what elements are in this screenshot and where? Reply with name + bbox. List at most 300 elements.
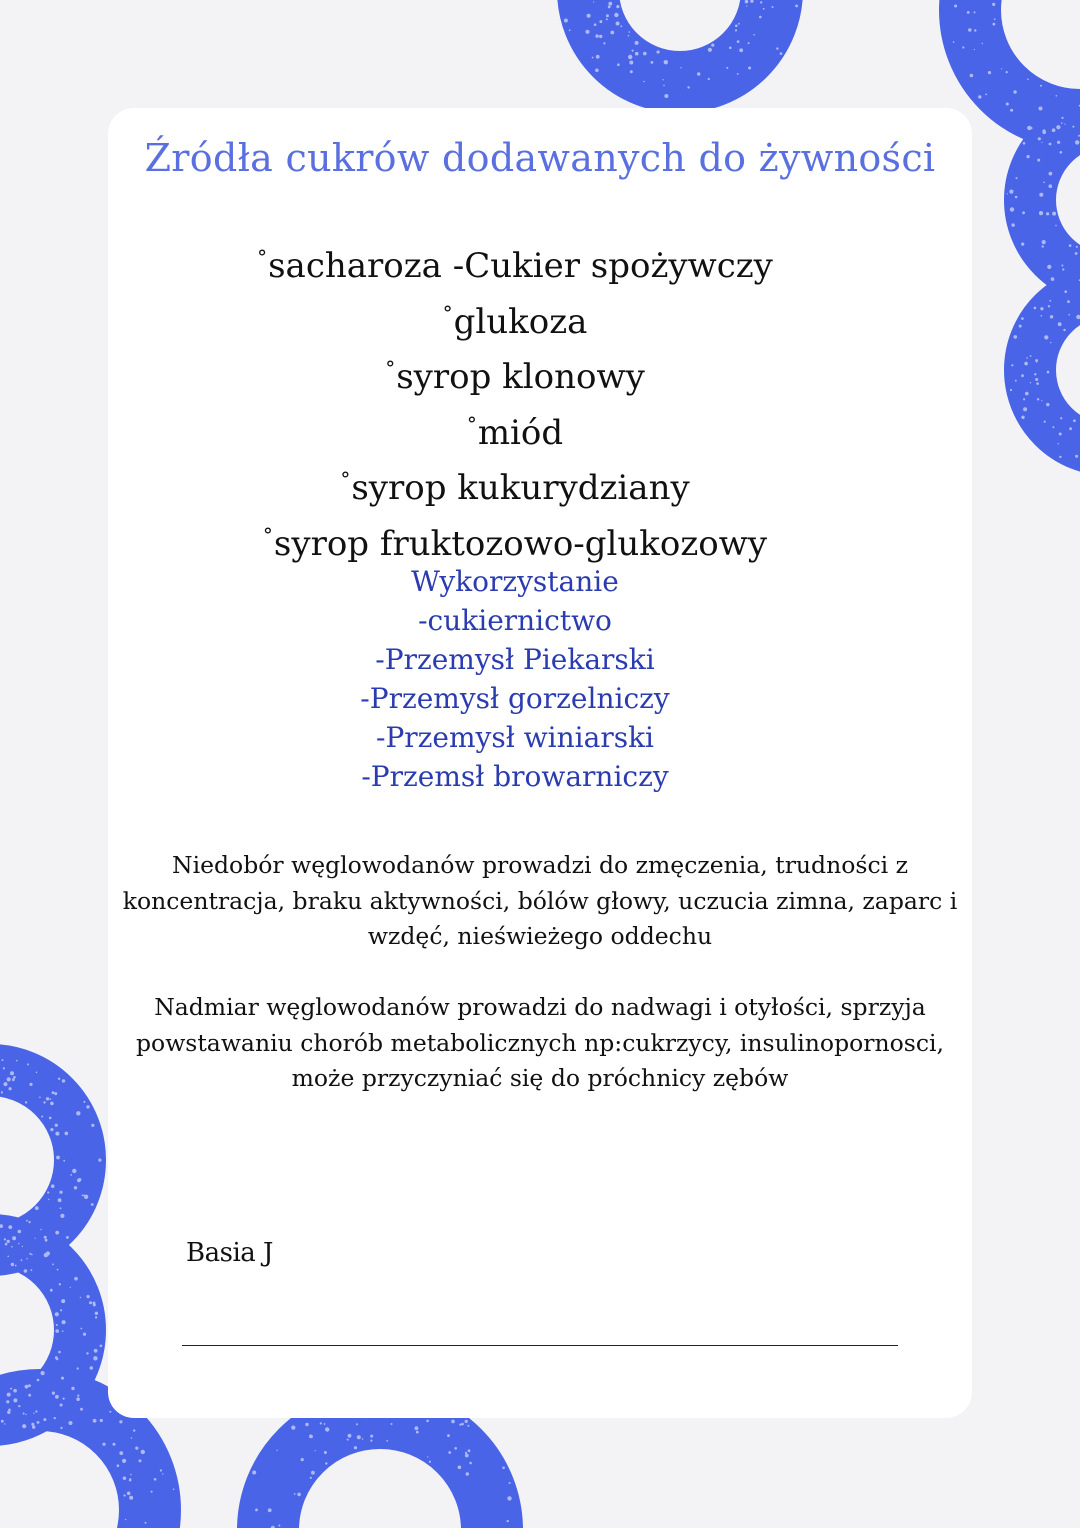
speckle-dot bbox=[10, 1071, 14, 1075]
speckle-dot bbox=[324, 1423, 326, 1425]
speckle-dot bbox=[465, 1454, 469, 1458]
speckle-dot bbox=[593, 1, 594, 2]
speckle-dot bbox=[37, 1379, 40, 1382]
speckle-dot bbox=[76, 1397, 80, 1401]
speckle-dot bbox=[122, 1459, 126, 1463]
speckle-dot bbox=[988, 71, 991, 74]
speckle-dot bbox=[22, 1424, 26, 1428]
speckle-dot bbox=[62, 1330, 64, 1332]
speckle-dot bbox=[985, 94, 987, 96]
speckle-dot bbox=[776, 47, 778, 49]
usage-list bbox=[0, 601, 1030, 796]
speckle-dot bbox=[276, 1450, 277, 1451]
speckle-dot bbox=[71, 1387, 74, 1390]
speckle-dot bbox=[35, 1206, 39, 1210]
speckle-dot bbox=[1061, 265, 1063, 267]
speckle-dot bbox=[735, 29, 737, 31]
source-label: glukoza bbox=[453, 301, 588, 342]
speckle-dot bbox=[6, 1400, 9, 1403]
speckle-dot bbox=[50, 1289, 53, 1292]
speckle-dot bbox=[426, 1420, 429, 1423]
speckle-dot bbox=[1056, 95, 1058, 97]
usage-item: -Przemysł Piekarski bbox=[375, 643, 655, 676]
speckle-dot bbox=[587, 14, 591, 18]
speckle-dot bbox=[737, 73, 739, 75]
signature: Basia J bbox=[186, 1238, 273, 1268]
speckle-dot bbox=[4, 1082, 8, 1086]
speckle-dot bbox=[54, 1092, 57, 1095]
speckle-dot bbox=[970, 74, 974, 78]
speckle-dot bbox=[1039, 193, 1043, 197]
speckle-dot bbox=[11, 1246, 13, 1248]
speckle-dot bbox=[616, 22, 620, 26]
speckle-dot bbox=[657, 50, 660, 53]
speckle-dot bbox=[1069, 244, 1072, 247]
speckle-dot bbox=[84, 1195, 88, 1199]
speckle-dot bbox=[564, 19, 568, 23]
speckle-dot bbox=[1009, 190, 1013, 194]
speckle-dot bbox=[135, 1447, 138, 1450]
speckle-dot bbox=[763, 8, 765, 10]
speckle-dot bbox=[3, 1067, 5, 1069]
ring-right-2 bbox=[1030, 290, 1080, 450]
speckle-dot bbox=[507, 1496, 511, 1500]
speckle-dot bbox=[1058, 322, 1062, 326]
speckle-dot bbox=[978, 95, 981, 98]
speckle-dot bbox=[739, 48, 743, 52]
signature-line bbox=[182, 1345, 898, 1346]
speckle-dot bbox=[7, 1411, 10, 1414]
speckle-dot bbox=[252, 1471, 256, 1475]
speckle-dot bbox=[41, 1371, 45, 1375]
speckle-dot bbox=[12, 1078, 15, 1081]
speckle-dot bbox=[56, 1324, 58, 1326]
speckle-dot bbox=[662, 79, 663, 80]
speckle-dot bbox=[63, 1398, 65, 1400]
ring-bottom-center bbox=[268, 1418, 492, 1528]
speckle-dot bbox=[468, 1449, 471, 1452]
speckle-dot bbox=[43, 1101, 45, 1103]
speckle-dot bbox=[664, 60, 668, 64]
speckle-dot bbox=[595, 34, 598, 37]
speckle-dot bbox=[1030, 382, 1031, 383]
speckle-dot bbox=[760, 1, 762, 3]
speckle-dot bbox=[599, 35, 602, 38]
speckle-dot bbox=[502, 1467, 505, 1470]
speckle-dot bbox=[162, 1473, 163, 1474]
speckle-dot bbox=[347, 1439, 349, 1441]
speckle-dot bbox=[354, 1446, 357, 1449]
speckle-dot bbox=[663, 85, 665, 87]
speckle-dot bbox=[1036, 382, 1039, 385]
source-label: miód bbox=[477, 412, 564, 453]
speckle-dot bbox=[301, 1458, 304, 1461]
speckle-dot bbox=[48, 1199, 49, 1200]
speckle-dot bbox=[461, 1423, 464, 1426]
speckle-dot bbox=[77, 1367, 79, 1369]
bullet-mark: ° bbox=[262, 522, 273, 547]
speckle-dot bbox=[708, 78, 710, 80]
source-label: syrop klonowy bbox=[396, 357, 645, 397]
speckle-dot bbox=[357, 1435, 361, 1439]
speckle-dot bbox=[1051, 277, 1055, 281]
speckle-dot bbox=[982, 43, 983, 44]
speckle-dot bbox=[18, 1243, 19, 1244]
speckle-dot bbox=[651, 61, 654, 64]
speckle-dot bbox=[1034, 373, 1036, 375]
speckle-dot bbox=[91, 1203, 94, 1206]
speckle-dot bbox=[311, 1436, 313, 1438]
speckle-dot bbox=[599, 20, 602, 23]
speckle-dot bbox=[62, 1079, 65, 1082]
speckle-dot bbox=[24, 1269, 28, 1273]
speckle-dot bbox=[100, 1419, 103, 1422]
speckle-dot bbox=[993, 23, 996, 26]
speckle-dot bbox=[1067, 300, 1070, 303]
speckle-dot bbox=[15, 1265, 17, 1267]
speckle-dot bbox=[795, 5, 798, 8]
speckle-dot bbox=[729, 47, 732, 50]
speckle-dot bbox=[1058, 443, 1059, 444]
speckle-dot bbox=[52, 1091, 55, 1094]
speckle-dot bbox=[151, 1491, 153, 1493]
speckle-dot bbox=[1049, 300, 1051, 302]
bullet-mark: ° bbox=[257, 245, 268, 269]
speckle-dot bbox=[1015, 196, 1018, 199]
speckle-dot bbox=[1001, 68, 1002, 69]
speckle-dot bbox=[1076, 246, 1078, 248]
speckle-dot bbox=[154, 1478, 157, 1481]
speckle-dot bbox=[509, 1482, 511, 1484]
bullet-mark: ° bbox=[466, 411, 477, 436]
speckle-dot bbox=[98, 1159, 101, 1162]
speckle-dot bbox=[1055, 225, 1057, 227]
source-label: syrop kukurydziany bbox=[351, 468, 690, 508]
speckle-dot bbox=[1041, 315, 1043, 317]
speckle-dot bbox=[40, 1229, 41, 1230]
speckle-dot bbox=[603, 42, 605, 44]
speckle-dot bbox=[974, 11, 976, 13]
speckle-dot bbox=[25, 1414, 26, 1415]
speckle-dot bbox=[620, 25, 622, 27]
speckle-dot bbox=[50, 1098, 52, 1100]
speckle-dot bbox=[630, 70, 633, 73]
speckle-dot bbox=[109, 1411, 111, 1413]
speckle-dot bbox=[1027, 79, 1029, 81]
speckle-dot bbox=[1040, 307, 1043, 310]
ring-top-right bbox=[970, 0, 1080, 120]
speckle-dot bbox=[1046, 403, 1049, 406]
speckle-dot bbox=[1075, 252, 1078, 255]
speckle-dot bbox=[628, 55, 632, 59]
speckle-dot bbox=[386, 1440, 388, 1442]
speckle-dot bbox=[1013, 90, 1016, 93]
speckle-dot bbox=[680, 67, 681, 68]
speckle-dot bbox=[60, 1309, 62, 1311]
speckle-dot bbox=[994, 18, 996, 20]
speckle-dot bbox=[125, 1519, 126, 1520]
speckle-dot bbox=[4, 1238, 6, 1240]
speckle-dot bbox=[608, 2, 612, 6]
speckle-dot bbox=[28, 1394, 31, 1397]
speckle-dot bbox=[391, 1423, 393, 1425]
speckle-dot bbox=[687, 86, 689, 88]
speckle-dot bbox=[1006, 71, 1008, 73]
speckle-dot bbox=[80, 1408, 83, 1411]
speckle-dot bbox=[5, 1243, 8, 1246]
speckle-dot bbox=[370, 1440, 372, 1442]
speckle-dot bbox=[737, 40, 740, 43]
speckle-dot bbox=[141, 1450, 145, 1454]
speckle-dot bbox=[427, 1456, 428, 1457]
speckle-dot bbox=[124, 1494, 126, 1496]
usage-section bbox=[0, 562, 1030, 796]
speckle-dot bbox=[82, 1195, 84, 1197]
speckle-dot bbox=[55, 1395, 59, 1399]
speckle-dot bbox=[95, 1316, 97, 1318]
speckle-dot bbox=[1042, 240, 1046, 244]
speckle-dot bbox=[325, 1462, 327, 1464]
speckle-dot bbox=[25, 1101, 27, 1103]
speckle-dot bbox=[139, 1459, 142, 1462]
speckle-dot bbox=[348, 1434, 352, 1438]
speckle-dot bbox=[29, 1083, 32, 1086]
speckle-dot bbox=[8, 1409, 11, 1412]
speckle-dot bbox=[1, 1091, 3, 1093]
speckle-dot bbox=[61, 1377, 64, 1380]
speckle-dot bbox=[131, 1437, 133, 1439]
speckle-dot bbox=[50, 1102, 54, 1106]
speckle-dot bbox=[100, 1345, 103, 1348]
bullet-mark: ° bbox=[340, 467, 351, 491]
speckle-dot bbox=[54, 1417, 56, 1419]
speckle-dot bbox=[458, 1466, 462, 1470]
speckle-dot bbox=[711, 44, 714, 47]
speckle-dot bbox=[26, 1220, 28, 1222]
speckle-dot bbox=[133, 1429, 135, 1431]
speckle-dot bbox=[429, 1461, 431, 1463]
speckle-dot bbox=[37, 1421, 40, 1424]
excess-paragraph: Nadmiar węglowodanów prowadzi do nadwagi i otyłości, sprzyja powstawaniu chorób metabolicznych np:cukrzycy, insulinopornosci, może przyczyniać się do próchnicy zębów bbox=[136, 993, 944, 1092]
speckle-dot bbox=[1062, 268, 1064, 270]
speckle-dot bbox=[1061, 117, 1063, 119]
speckle-dot bbox=[55, 1132, 59, 1136]
speckle-dot bbox=[60, 1427, 62, 1429]
speckle-dot bbox=[735, 25, 738, 28]
speckle-dot bbox=[10, 1388, 12, 1390]
ring-top-center bbox=[588, 0, 772, 82]
speckle-dot bbox=[454, 1447, 457, 1450]
speckle-dot bbox=[1027, 126, 1031, 130]
speckle-dot bbox=[467, 1425, 469, 1427]
speckle-dot bbox=[635, 52, 639, 56]
speckle-dot bbox=[66, 1236, 69, 1239]
speckle-dot bbox=[8, 1225, 12, 1229]
speckle-dot bbox=[28, 1384, 31, 1387]
speckle-dot bbox=[16, 1060, 18, 1062]
speckle-dot bbox=[320, 1422, 322, 1424]
speckle-dot bbox=[119, 1451, 123, 1455]
speckle-dot bbox=[87, 1295, 90, 1298]
speckle-dot bbox=[1042, 129, 1045, 132]
speckle-dot bbox=[57, 1269, 59, 1271]
speckle-dot bbox=[60, 1404, 63, 1407]
speckle-dot bbox=[325, 1427, 329, 1431]
speckle-dot bbox=[416, 1431, 419, 1434]
source-item bbox=[0, 512, 1030, 568]
speckle-dot bbox=[60, 1214, 64, 1218]
speckle-dot bbox=[616, 5, 619, 8]
speckle-dot bbox=[59, 1191, 62, 1194]
speckle-dot bbox=[93, 1356, 97, 1360]
speckle-dot bbox=[451, 1420, 455, 1424]
speckle-dot bbox=[7, 1256, 9, 1258]
speckle-dot bbox=[55, 1124, 58, 1127]
speckle-dot bbox=[415, 1426, 419, 1430]
speckle-dot bbox=[39, 1097, 41, 1099]
speckle-dot bbox=[592, 57, 594, 59]
speckle-dot bbox=[58, 1351, 61, 1354]
speckle-dot bbox=[77, 1395, 79, 1397]
speckle-dot bbox=[759, 16, 762, 19]
speckle-dot bbox=[1041, 400, 1042, 401]
speckle-dot bbox=[954, 5, 957, 8]
speckle-dot bbox=[315, 1450, 316, 1451]
speckle-dot bbox=[1042, 245, 1044, 247]
speckle-dot bbox=[1073, 419, 1076, 422]
speckle-dot bbox=[49, 1117, 52, 1120]
speckle-dot bbox=[1060, 417, 1062, 419]
speckle-dot bbox=[129, 1479, 132, 1482]
speckle-dot bbox=[18, 1405, 20, 1407]
speckle-dot bbox=[31, 1423, 34, 1426]
speckle-dot bbox=[26, 1258, 27, 1259]
speckle-dot bbox=[74, 1277, 78, 1281]
speckle-dot bbox=[94, 1349, 98, 1353]
speckle-dot bbox=[43, 1418, 46, 1421]
speckle-dot bbox=[36, 1072, 38, 1074]
speckle-dot bbox=[610, 31, 614, 35]
speckle-dot bbox=[1010, 109, 1013, 112]
speckle-dot bbox=[58, 1198, 62, 1202]
speckle-dot bbox=[13, 1398, 17, 1402]
speckle-dot bbox=[1035, 359, 1038, 362]
speckle-dot bbox=[362, 1438, 364, 1440]
speckle-dot bbox=[113, 1443, 116, 1446]
speckle-dot bbox=[72, 1169, 76, 1173]
speckle-dot bbox=[569, 29, 571, 31]
speckle-dot bbox=[606, 14, 609, 17]
speckle-dot bbox=[52, 1264, 54, 1266]
speckle-dot bbox=[1006, 103, 1009, 106]
speckle-dot bbox=[594, 23, 597, 26]
speckle-dot bbox=[9, 1087, 12, 1090]
usage-item: -Przemysł gorzelniczy bbox=[360, 682, 670, 715]
speckle-dot bbox=[628, 35, 630, 37]
speckle-dot bbox=[129, 1496, 133, 1500]
speckle-dot bbox=[46, 1251, 50, 1255]
speckle-dot bbox=[80, 1179, 82, 1181]
speckle-dot bbox=[18, 1230, 22, 1234]
speckle-dot bbox=[1007, 193, 1008, 194]
source-item bbox=[0, 290, 1030, 346]
speckle-dot bbox=[55, 1312, 59, 1316]
speckle-dot bbox=[22, 1246, 23, 1247]
speckle-dot bbox=[83, 1333, 86, 1336]
speckle-dot bbox=[1047, 371, 1050, 374]
speckle-dot bbox=[1034, 307, 1037, 310]
speckle-dot bbox=[145, 1522, 147, 1524]
speckle-dot bbox=[507, 1520, 509, 1522]
speckle-dot bbox=[968, 28, 971, 31]
speckle-dot bbox=[311, 1471, 315, 1475]
usage-heading: Wykorzystanie bbox=[411, 565, 619, 598]
speckle-dot bbox=[780, 52, 783, 55]
speckle-dot bbox=[748, 67, 751, 70]
speckle-dot bbox=[1052, 212, 1056, 216]
speckle-dot bbox=[130, 1474, 132, 1476]
usage-item: -cukiernictwo bbox=[418, 604, 612, 637]
speckle-dot bbox=[33, 1413, 34, 1414]
speckle-dot bbox=[1043, 182, 1045, 184]
speckle-dot bbox=[93, 1419, 97, 1423]
speckle-dot bbox=[117, 1464, 120, 1467]
speckle-dot bbox=[56, 1358, 59, 1361]
speckle-dot bbox=[305, 1423, 308, 1426]
speckle-dot bbox=[25, 1385, 29, 1389]
speckle-dot bbox=[51, 1184, 55, 1188]
speckle-dot bbox=[56, 1156, 60, 1160]
speckle-dot bbox=[1037, 398, 1039, 400]
speckle-dot bbox=[1, 1059, 3, 1061]
sugar-sources-list bbox=[0, 234, 1030, 567]
speckle-dot bbox=[255, 1509, 258, 1512]
source-item bbox=[0, 345, 1030, 401]
speckle-dot bbox=[173, 1488, 175, 1490]
speckle-dot bbox=[1022, 211, 1025, 214]
speckle-dot bbox=[297, 1493, 301, 1497]
speckle-dot bbox=[1064, 124, 1065, 125]
speckle-dot bbox=[160, 1469, 162, 1471]
speckle-dot bbox=[466, 1472, 469, 1475]
speckle-dot bbox=[628, 31, 630, 33]
speckle-dot bbox=[7, 1393, 11, 1397]
speckle-dot bbox=[596, 55, 600, 59]
speckle-dot bbox=[55, 1231, 59, 1235]
speckle-dot bbox=[664, 94, 668, 98]
speckle-dot bbox=[608, 6, 611, 9]
bullet-mark: ° bbox=[442, 300, 453, 325]
speckle-dot bbox=[13, 1389, 17, 1393]
speckle-dot bbox=[1075, 455, 1078, 458]
speckle-dot bbox=[294, 1493, 296, 1495]
speckle-dot bbox=[1052, 426, 1054, 428]
speckle-dot bbox=[1047, 265, 1051, 269]
speckle-dot bbox=[1048, 305, 1050, 307]
speckle-dot bbox=[83, 1101, 85, 1103]
speckle-dot bbox=[29, 1253, 31, 1255]
speckle-dot bbox=[21, 1259, 23, 1261]
speckle-dot bbox=[753, 34, 755, 36]
source-item bbox=[0, 234, 1030, 290]
speckle-dot bbox=[58, 1078, 60, 1080]
speckle-dot bbox=[967, 11, 970, 14]
speckle-dot bbox=[35, 1410, 37, 1412]
speckle-dot bbox=[44, 1236, 47, 1239]
speckle-dot bbox=[448, 1451, 451, 1454]
speckle-dot bbox=[55, 1329, 59, 1333]
source-label: syrop fruktozowo-glukozowy bbox=[273, 523, 768, 564]
